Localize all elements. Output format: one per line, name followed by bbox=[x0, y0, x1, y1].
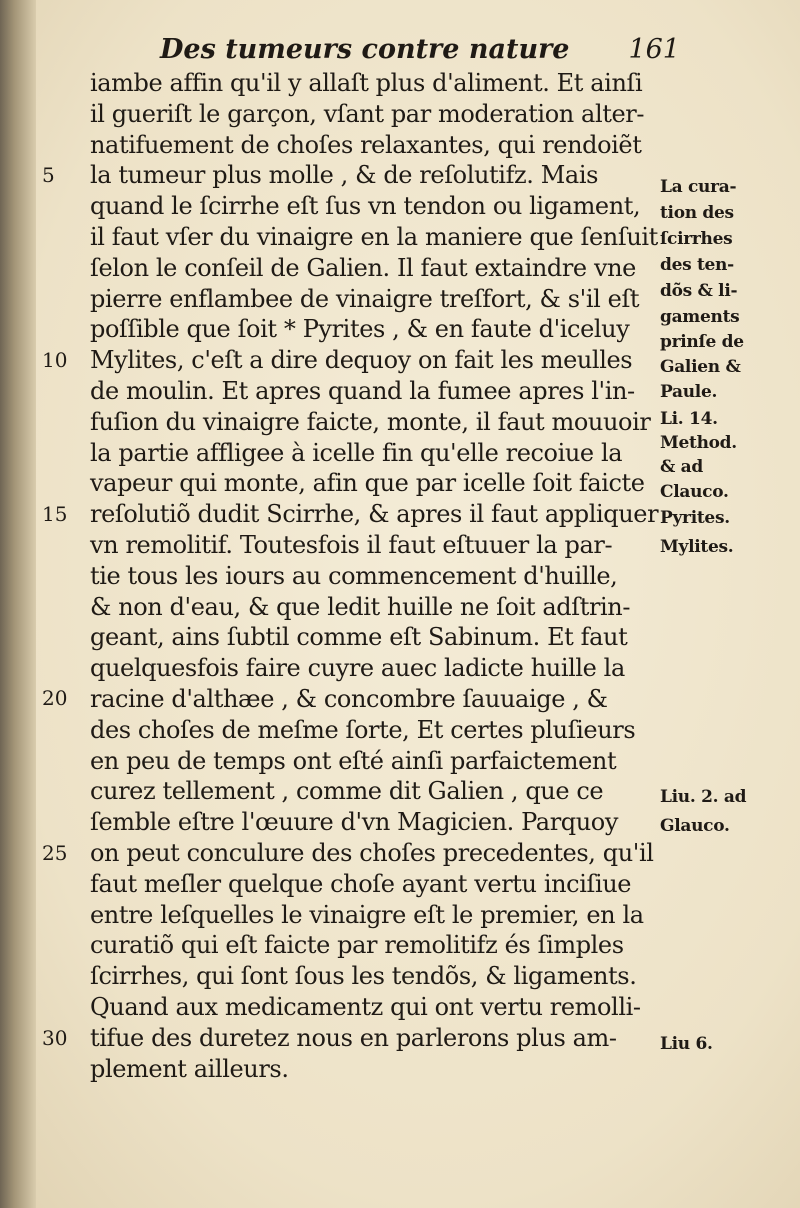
text-line: natifuement de choſes relaxantes, qui rendoiẽt bbox=[90, 130, 642, 159]
text-line: ſemble eſtre l'œuure d'vn Magicien. Parquoy bbox=[90, 808, 619, 837]
margin-note: Li. 14. bbox=[660, 409, 718, 429]
margin-note: Liu 6. bbox=[660, 1034, 713, 1054]
margin-note: tion des bbox=[660, 203, 734, 223]
text-line: curez tellement , comme dit Galien , que ce bbox=[90, 777, 604, 806]
text-line: ſcirrhes, qui ſont ſous les tendõs, & ligaments. bbox=[90, 962, 637, 991]
margin-note: & ad bbox=[660, 457, 703, 477]
text-line: tifue des duretez nous en parlerons plus am- bbox=[90, 1023, 617, 1052]
text-line: poſſible que ſoit * Pyrites , & en faute d'iceluy bbox=[90, 315, 630, 344]
margin-note: Method. bbox=[660, 433, 737, 453]
line-number: 5 bbox=[42, 163, 55, 187]
text-line: geant, ains ſubtil comme eſt Sabinum. Et faut bbox=[90, 623, 628, 652]
text-line: faut meſler quelque choſe ayant vertu inciſiue bbox=[90, 869, 632, 898]
body-text bbox=[90, 68, 659, 1084]
margin-note: gaments bbox=[660, 307, 740, 327]
margin-note: prinſe de bbox=[660, 332, 744, 352]
line-number: 30 bbox=[42, 1026, 68, 1050]
text-line: en peu de temps ont eſté ainſi parfaictement bbox=[90, 746, 617, 775]
margin-note: Liu. 2. ad bbox=[660, 787, 747, 807]
text-line: on peut conculure des choſes precedentes, qu'il bbox=[90, 838, 654, 867]
text-line: & non d'eau, & que ledit huille ne ſoit adſtrin- bbox=[90, 592, 631, 621]
margin-note: des ten- bbox=[660, 255, 734, 275]
text-line: la partie affligee à icelle fin qu'elle recoiue la bbox=[90, 438, 623, 467]
text-line: il gueriſt le garçon, vſant par moderation alter- bbox=[90, 99, 645, 128]
margin-note: Galien & bbox=[660, 357, 741, 377]
margin-note: Pyrites. bbox=[660, 508, 730, 528]
text-line: de moulin. Et apres quand la fumee apres l'in- bbox=[90, 376, 635, 405]
text-line: Mylites, c'eſt a dire dequoy on fait les meulles bbox=[90, 346, 633, 375]
page-number: 161 bbox=[628, 34, 680, 65]
text-line: pierre enflambee de vinaigre treſfort, & s'il eſt bbox=[90, 284, 640, 313]
text-line: plement ailleurs. bbox=[90, 1054, 289, 1083]
margin-note: dõs & li- bbox=[660, 281, 738, 301]
text-line: des choſes de meſme ſorte, Et certes pluſieurs bbox=[90, 715, 636, 744]
text-line: quand le ſcirrhe eſt ſus vn tendon ou ligament, bbox=[90, 192, 641, 221]
text-line: la tumeur plus molle , & de reſolutifz. Mais bbox=[90, 161, 599, 190]
text-line: il faut vſer du vinaigre en la maniere que ſenſuit bbox=[90, 222, 658, 251]
line-number: 10 bbox=[42, 348, 68, 372]
text-line: reſolutiõ dudit Scirrhe, & apres il faut appliquer bbox=[90, 500, 659, 529]
text-line: vn remolitif. Toutesfois il faut eſtuuer la par- bbox=[90, 530, 613, 559]
margin-note: La cura- bbox=[660, 177, 737, 197]
line-number: 25 bbox=[42, 841, 68, 865]
running-head: Des tumeurs contre nature bbox=[160, 34, 570, 65]
text-line: Quand aux medicamentz qui ont vertu remolli- bbox=[90, 992, 641, 1021]
text-line: ſelon le conſeil de Galien. Il faut extaindre vne bbox=[90, 253, 636, 282]
text-line: vapeur qui monte, afin que par icelle ſoit faicte bbox=[90, 469, 645, 498]
margin-note: ſcirrhes bbox=[660, 229, 733, 249]
binding-gutter bbox=[0, 0, 36, 1208]
text-line: racine d'althæe , & concombre ſauuaige , & bbox=[90, 684, 608, 713]
margin-note: Mylites. bbox=[660, 537, 734, 557]
line-number: 15 bbox=[42, 502, 68, 526]
margin-note: Paule. bbox=[660, 382, 718, 402]
margin-note: Glauco. bbox=[660, 816, 730, 836]
margin-note: Clauco. bbox=[660, 482, 729, 502]
text-line: fuſion du vinaigre faicte, monte, il faut mouuoir bbox=[90, 407, 651, 436]
text-line: entre leſquelles le vinaigre eſt le premier, en la bbox=[90, 900, 644, 929]
text-line: tie tous les iours au commencement d'huille, bbox=[90, 561, 618, 590]
line-number: 20 bbox=[42, 686, 68, 710]
text-line: curatiõ qui eſt faicte par remolitifz és ſimples bbox=[90, 931, 624, 960]
text-line: iambe affin qu'il y allaſt plus d'aliment. Et ainſi bbox=[90, 69, 643, 97]
text-line: quelquesfois faire cuyre auec ladicte huille la bbox=[90, 654, 625, 683]
